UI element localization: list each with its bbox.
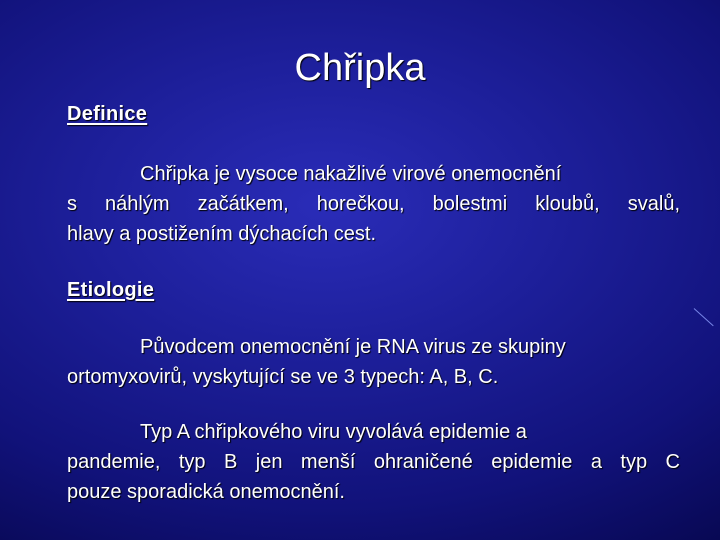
definition-line-3: hlavy a postižením dýchacích cest. bbox=[67, 223, 377, 245]
decorative-line bbox=[694, 308, 714, 326]
heading-definice: Definice bbox=[67, 103, 148, 125]
etiology-p1-line-1: Původcem onemocnění je RNA virus ze skupiny bbox=[140, 336, 566, 358]
etiology-paragraph-2 bbox=[67, 417, 680, 507]
etiology-p1-line-2: ortomyxovirů, vyskytující se ve 3 typech: A, B, C. bbox=[67, 366, 499, 388]
etiology-paragraph-1 bbox=[67, 332, 680, 392]
etiology-p2-line-3: pouze sporadická onemocnění. bbox=[67, 481, 345, 503]
definition-paragraph bbox=[67, 159, 680, 249]
slide-title: Chřipka bbox=[294, 47, 426, 89]
definition-line-2: s náhlým začátkem, horečkou, bolestmi kloubů, svalů, bbox=[67, 193, 680, 215]
etiology-p2-line-2: pandemie, typ B jen menší ohraničené epidemie a typ C bbox=[67, 451, 680, 473]
definition-line-1: Chřipka je vysoce nakažlivé virové onemocnění bbox=[140, 163, 562, 185]
heading-etiologie: Etiologie bbox=[67, 279, 155, 301]
etiology-p2-line-1: Typ A chřipkového viru vyvolává epidemie a bbox=[140, 421, 527, 443]
